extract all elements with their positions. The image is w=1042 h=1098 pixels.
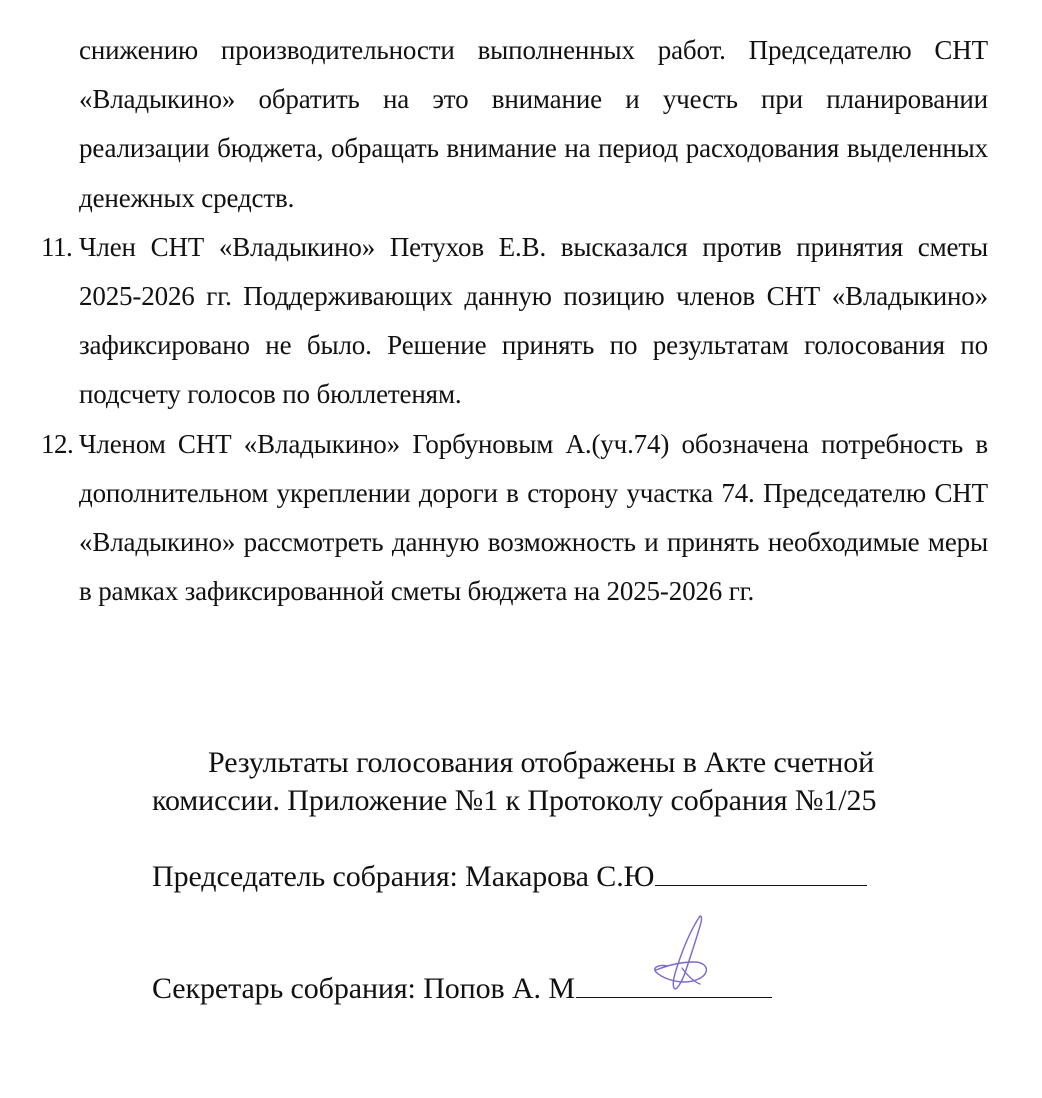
handwritten-signature-icon	[648, 912, 718, 1000]
chairman-signature-blank	[655, 859, 867, 886]
item-number: 11.	[41, 231, 73, 262]
voting-results-note	[152, 744, 952, 820]
results-line-2: комиссии. Приложение №1 к Протоколу собрания №1/25	[152, 784, 877, 817]
decisions-list	[0, 26, 1042, 616]
item-text: Член СНТ «Владыкино» Петухов Е.В. высказался против принятия сметы 2025-2026 гг. Поддерживающих данную позицию членов СНТ «Владыкино» зафиксировано не было. Решение принять по результатам голосования по подсчету голосов по бюллетеням.	[79, 231, 988, 410]
chairman-signature-line	[152, 858, 867, 896]
item-text: Членом СНТ «Владыкино» Горбуновым А.(уч.74) обозначена потребность в дополнительном укреплении дороги в сторону участка 74. Председателю СНТ «Владыкино» рассмотреть данную возможность и принять необходимые меры в рамках зафиксированной сметы бюджета на 2025-2026 гг.	[79, 428, 988, 607]
item-text: снижению производительности выполненных работ. Председателю СНТ «Владыкино» обратить на это внимание и учесть при планировании реализации бюджета, обращать внимание на период расходования выделенных денежных средств.	[79, 35, 988, 213]
secretary-label: Секретарь собрания: Попов А. М	[152, 972, 575, 1005]
chairman-label: Председатель собрания: Макарова С.Ю	[152, 860, 655, 893]
item-number: 12.	[41, 428, 74, 459]
results-line-1: Результаты голосования отображены в Акте счетной	[208, 746, 875, 779]
list-item	[0, 26, 1042, 223]
list-item	[0, 223, 1042, 420]
list-item	[0, 420, 1042, 617]
